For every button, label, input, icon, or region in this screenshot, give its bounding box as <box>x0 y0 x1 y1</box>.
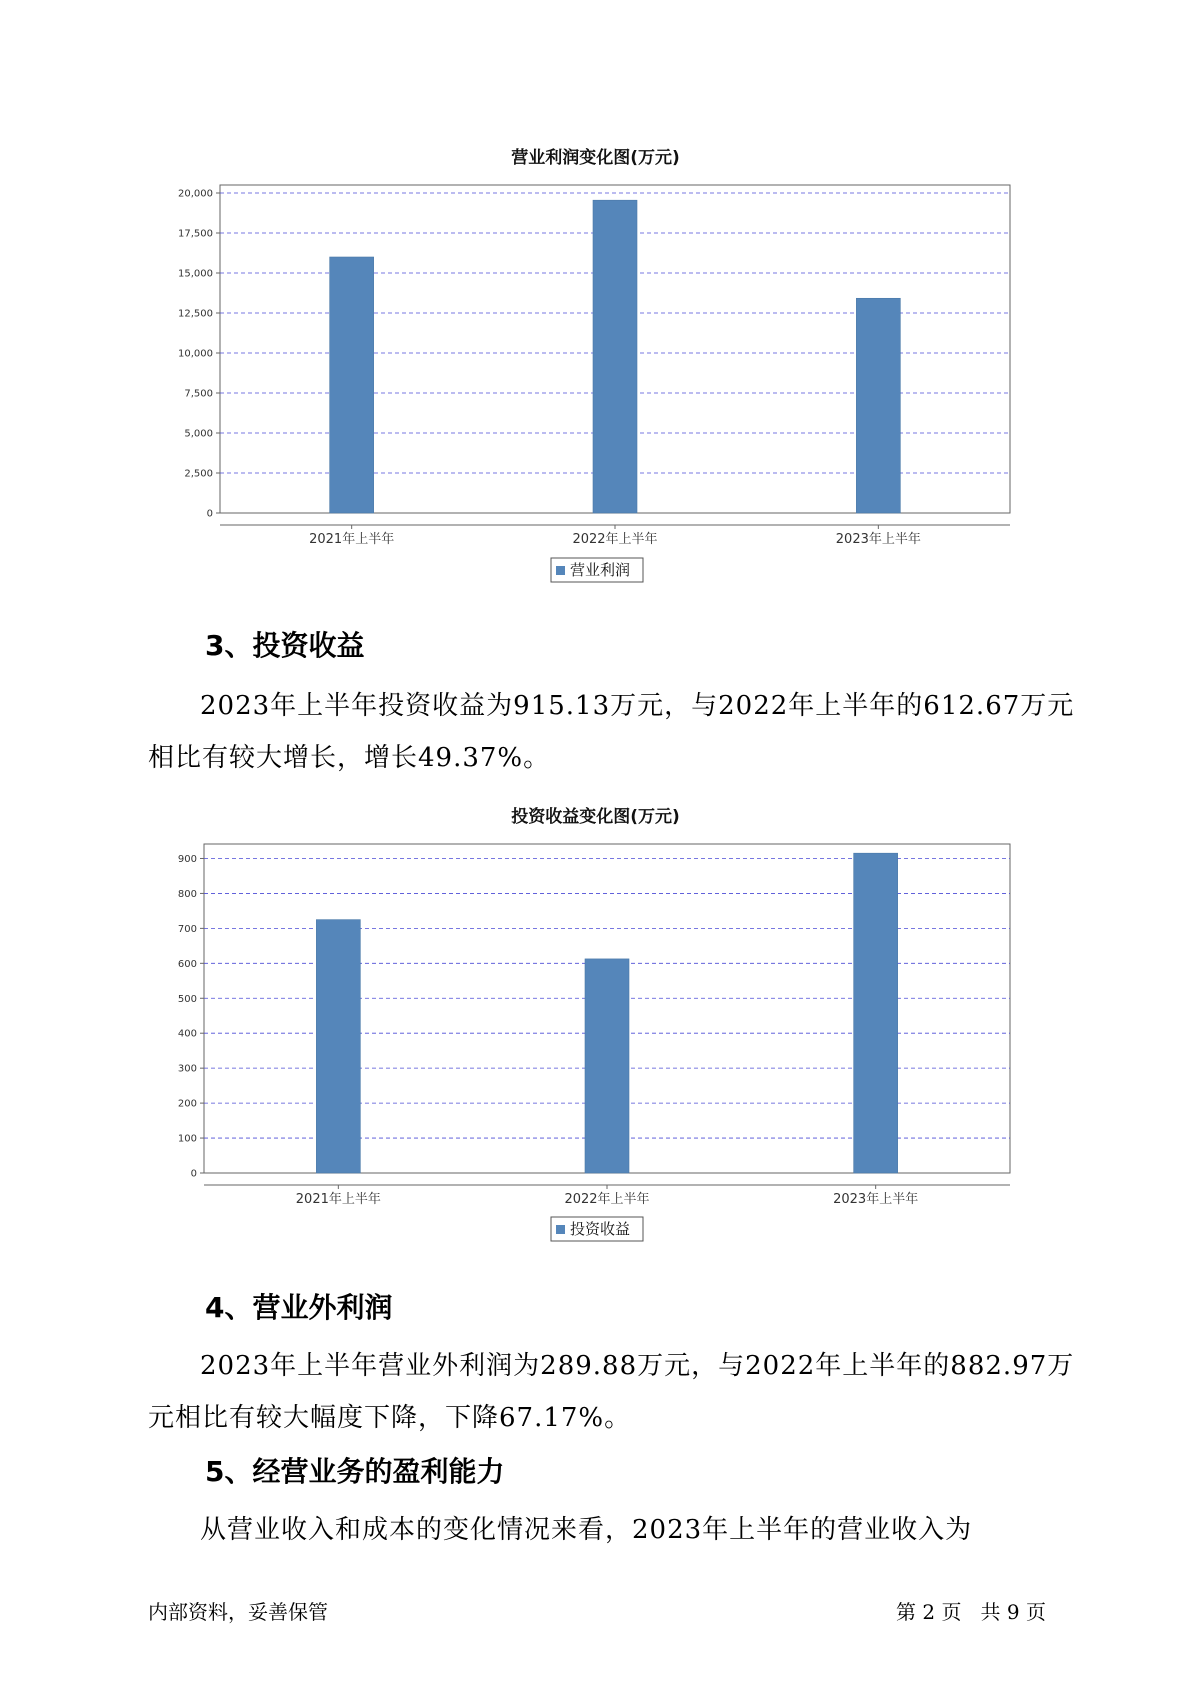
chart1-title: 营业利润变化图(万元) <box>511 148 680 168</box>
y-tick-label: 100 <box>177 1133 197 1145</box>
section-3-paragraph <box>148 680 1075 784</box>
x-tick-label: 2023年上半年 <box>835 532 921 547</box>
y-tick-label: 10,000 <box>178 348 213 360</box>
investment-income-chart <box>0 830 1191 1250</box>
legend-swatch <box>556 1225 565 1234</box>
section-3-line-2: 相比有较大增长，增长49.37%。 <box>148 743 551 773</box>
x-tick-label: 2022年上半年 <box>572 532 658 547</box>
legend <box>551 1217 643 1241</box>
y-tick-label: 600 <box>177 958 197 970</box>
y-tick-label: 400 <box>177 1028 197 1040</box>
x-tick-label: 2021年上半年 <box>295 1192 381 1207</box>
legend <box>551 558 643 582</box>
y-tick-label: 0 <box>206 508 213 520</box>
section-5-line-1: 从营业收入和成本的变化情况来看，2023年上半年的营业收入为 <box>200 1515 973 1545</box>
x-tick-label: 2021年上半年 <box>309 532 395 547</box>
section-5-paragraph <box>148 1504 1048 1556</box>
bar <box>316 920 360 1173</box>
y-tick-label: 20,000 <box>178 188 213 200</box>
legend-swatch <box>556 566 565 575</box>
y-tick-label: 200 <box>177 1098 197 1110</box>
footer-page-number: 第 2 页 共 9 页 <box>896 1600 1046 1624</box>
y-tick-label: 700 <box>177 923 197 935</box>
bar <box>854 853 898 1173</box>
y-tick-label: 0 <box>190 1168 197 1180</box>
y-tick-label: 300 <box>177 1063 197 1075</box>
y-tick-label: 15,000 <box>178 268 213 280</box>
section-3-heading: 3、投资收益 <box>205 629 365 662</box>
y-tick-label: 5,000 <box>184 428 213 440</box>
bar <box>585 959 629 1173</box>
y-tick-label: 12,500 <box>178 308 213 320</box>
y-tick-label: 800 <box>177 888 197 900</box>
operating-profit-chart <box>0 170 1191 630</box>
bar <box>856 298 900 513</box>
legend-label: 营业利润 <box>570 561 631 579</box>
section-4-paragraph <box>148 1340 1075 1444</box>
bar <box>330 257 374 513</box>
section-5-heading: 5、经营业务的盈利能力 <box>205 1455 505 1488</box>
footer-confidential: 内部资料，妥善保管 <box>148 1600 328 1624</box>
section-4-line-2: 元相比有较大幅度下降，下降67.17%。 <box>148 1403 632 1433</box>
y-tick-label: 2,500 <box>184 468 213 480</box>
y-tick-label: 500 <box>177 993 197 1005</box>
y-tick-label: 7,500 <box>184 388 213 400</box>
section-4-heading: 4、营业外利润 <box>205 1291 393 1324</box>
legend-label: 投资收益 <box>570 1220 631 1238</box>
x-tick-label: 2023年上半年 <box>833 1192 919 1207</box>
x-tick-label: 2022年上半年 <box>564 1192 650 1207</box>
section-3-line-1: 2023年上半年投资收益为915.13万元，与2022年上半年的612.67万元 <box>200 691 1075 721</box>
section-4-line-1: 2023年上半年营业外利润为289.88万元，与2022年上半年的882.97万 <box>200 1351 1075 1381</box>
y-tick-label: 17,500 <box>178 228 213 240</box>
y-tick-label: 900 <box>177 853 197 865</box>
bar <box>593 200 637 513</box>
chart2-title: 投资收益变化图(万元) <box>511 807 680 827</box>
